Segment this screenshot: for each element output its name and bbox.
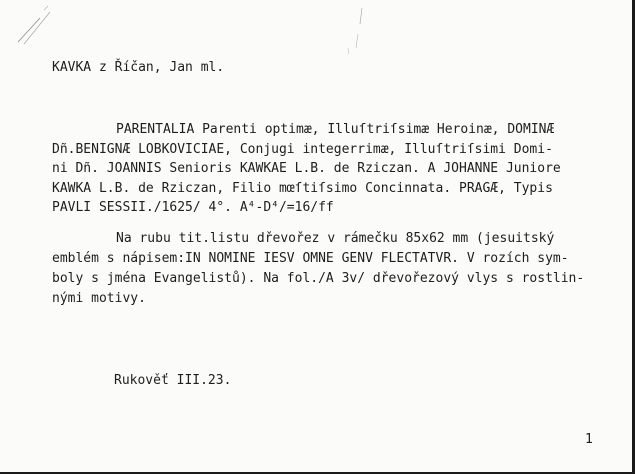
note-line-3: boly s jména Evangelistů). Na fol./A 3v/ dřevořezový vlys s rostlin- [52,271,585,286]
note-line-2: emblém s nápisem:IN NOMINE IESV OMNE GENV FLECTATVR. V rozích sym- [52,251,569,266]
note-line-1: Na rubu tit.listu dřevořez v rámečku 85x62 mm (jesuitský [116,231,555,246]
pencil-mark-top-left [10,4,70,54]
reference-note: Rukověť III.23. [114,373,232,388]
note-line-4: nými motivy. [52,291,146,306]
entry-line-3: ni Dñ. JOANNIS Senioris KAWKAE L.B. de Rziczan. A JOHANNE Juniore [52,161,561,176]
entry-line-4: KAWKA L.B. de Rziczan, Filio mœſtiſsimo Concinnata. PRAGÆ, Typis [52,181,553,196]
pencil-mark-top-center [340,4,380,74]
entry-line-1: PARENTALIA Parenti optimæ, Illuſtriſsimæ Heroinæ, DOMINÆ [116,122,555,137]
entry-line-2: Dñ.BENIGNÆ LOBKOVICIAE, Conjugi integerrimæ, Illuſtriſsimi Domi- [52,142,553,157]
page-number: 1 [585,432,593,447]
entry-line-5: PAVLI SESSII./1625/ 4°. A⁴-D⁴/=16/ff [52,200,334,215]
card-heading: KAVKA z Říčan, Jan ml. [52,60,225,75]
